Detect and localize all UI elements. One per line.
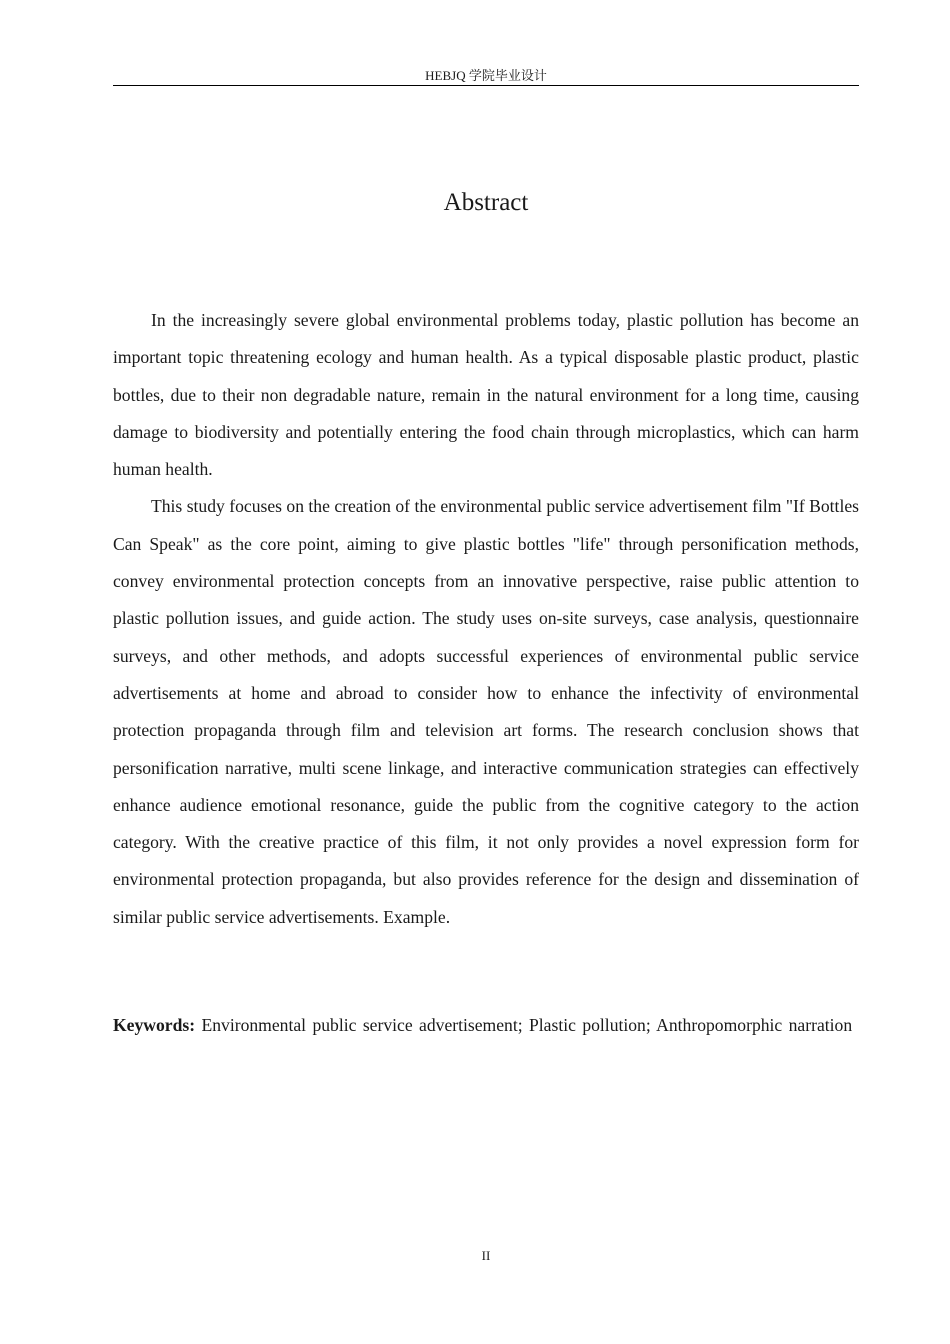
abstract-paragraph-1: In the increasingly severe global environmental problems today, plastic pollution has become an important topic threatening ecology and human health. As a typical disposable plastic product, plastic bottles, due to their non degradable nature, remain in the natural environment for a long time, causing damage to biodiversity and potentially entering the food chain through microplastics, which can harm human health. bbox=[113, 310, 859, 480]
page-number: II bbox=[481, 1248, 491, 1263]
keywords-block bbox=[113, 1007, 859, 1044]
abstract-paragraph-2: This study focuses on the creation of the environmental public service advertisement film "If Bottles Can Speak" as the core point, aiming to give plastic bottles "life" through personification methods, convey environmental protection concepts from an innovative perspective, raise public attention to plastic pollution issues, and guide action. The study uses on-site surveys, case analysis, questionnaire surveys, and other methods, and adopts successful experiences of environmental public service advertisements at home and abroad to consider how to enhance the infectivity of environmental protection propaganda through film and television art forms. The research conclusion shows that personification narrative, multi scene linkage, and interactive communication strategies can effectively enhance audience emotional resonance, guide the public from the cognitive category to the action category. With the creative practice of this film, it not only provides a novel expression form for environmental protection propaganda, but also provides reference for the design and dissemination of similar public service advertisements. Example. bbox=[113, 496, 859, 927]
page-header: HEBJQ 学院毕业设计 bbox=[113, 66, 859, 86]
keywords-label: Keywords: bbox=[113, 1015, 196, 1035]
abstract-title: Abstract bbox=[443, 189, 529, 216]
abstract-body bbox=[113, 302, 859, 936]
keywords-text: Environmental public service advertisement; Plastic pollution; Anthropomorphic narration bbox=[195, 1015, 853, 1035]
